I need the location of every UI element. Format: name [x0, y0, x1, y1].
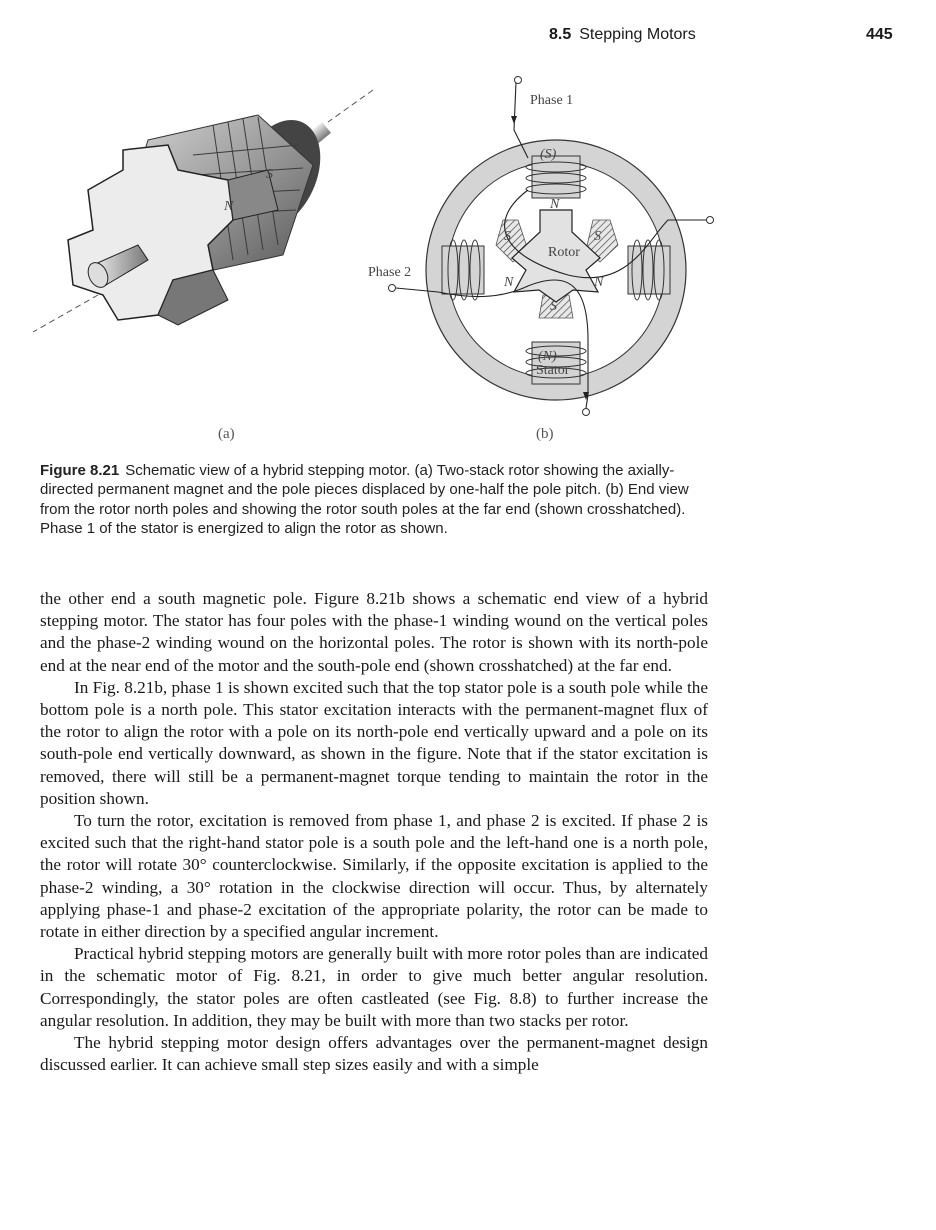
end-view-diagram — [368, 77, 714, 416]
rotor-south-pole-bottom-label: S — [550, 299, 557, 314]
stator-label: Stator — [536, 363, 570, 378]
paragraph: In Fig. 8.21b, phase 1 is shown excited such that the top stator pole is a south pole while the bottom pole is a north pole. This stator excitation interacts with the permanent-magnet flux of the rotor to align the rotor with a pole on its north-pole end vertically upward and a pole on its south-pole end vertically downward, as shown in the figure. Note that if the stator excitation is removed, there will still be a permanent-magnet torque tending to maintain the rotor in the position shown. — [40, 677, 708, 808]
rotor-label: Rotor — [548, 245, 580, 260]
paragraph: the other end a south magnetic pole. Figure 8.21b shows a schematic end view of a hybrid stepping motor. The stator has four poles with the phase-1 winding wound on the vertical poles and the phase-2 winding wound on the horizontal poles. The rotor is shown with its north-pole end at the near end of the motor and the south-pole end (shown crosshatched) at the far end. — [40, 589, 708, 675]
rotor-north-pole-left-label: N — [504, 275, 514, 290]
page-number: 445 — [866, 26, 893, 43]
rotor-south-pole-right-label: S — [594, 229, 601, 244]
figure-illustration — [28, 70, 748, 450]
bottom-stator-pole-label: (N) — [538, 349, 557, 364]
rotor-pole-s-label: S — [266, 167, 273, 182]
section-number: 8.5 — [549, 26, 572, 43]
rotor-3d-view — [33, 90, 373, 332]
rotor-north-pole-right-label: N — [594, 275, 604, 290]
rotor-pole-n-label: N — [224, 199, 234, 214]
body-text — [40, 588, 708, 1076]
phase1-label: Phase 1 — [530, 93, 574, 108]
paragraph: The hybrid stepping motor design offers advantages over the permanent-magnet design discussed earlier. It can achieve small step sizes easily and with a simple — [40, 1033, 708, 1075]
caption-label: Figure 8.21 — [40, 462, 120, 479]
figure-caption — [40, 461, 712, 539]
panel-a-label: (a) — [218, 426, 235, 442]
panel-b-label: (b) — [536, 426, 554, 442]
top-stator-pole-label: (S) — [540, 147, 557, 162]
rotor-south-pole-left-label: S — [504, 229, 511, 244]
running-head — [0, 26, 936, 48]
section-name: Stepping Motors — [579, 26, 696, 43]
section-title — [549, 26, 696, 44]
phase2-label: Phase 2 — [368, 265, 412, 280]
caption-text: Schematic view of a hybrid stepping motor. (a) Two-stack rotor showing the axially-directed permanent magnet and the pole pieces displaced by one-half the pole pitch. (b) End view from the rotor north poles and showing the rotor south poles at the far end (shown crosshatched). Phase 1 of the stator is energized to align the rotor as shown. — [40, 462, 689, 538]
paragraph: Practical hybrid stepping motors are generally built with more rotor poles than are indicated in the schematic motor of Fig. 8.21, in order to give much better angular resolution. Correspondingly, the stator poles are often castleated (see Fig. 8.8) to further increase the angular resolution. In addition, they may be built with more than two stacks per rotor. — [40, 944, 708, 1030]
rotor-north-pole-label: N — [550, 197, 560, 212]
paragraph: To turn the rotor, excitation is removed from phase 1, and phase 2 is excited. If phase 2 is excited such that the right-hand stator pole is a south pole and the left-hand one is a north pole, the rotor will rotate 30° counterclockwise. Similarly, if the opposite excitation is applied to the phase-2 winding, a 30° rotation in the clockwise direction will occur. Thus, by alternately applying phase-1 and phase-2 excitation of the appropriate polarity, the rotor can be made to rotate in either direction by a specified angular increment. — [40, 811, 708, 942]
figure-8-21 — [28, 70, 748, 450]
